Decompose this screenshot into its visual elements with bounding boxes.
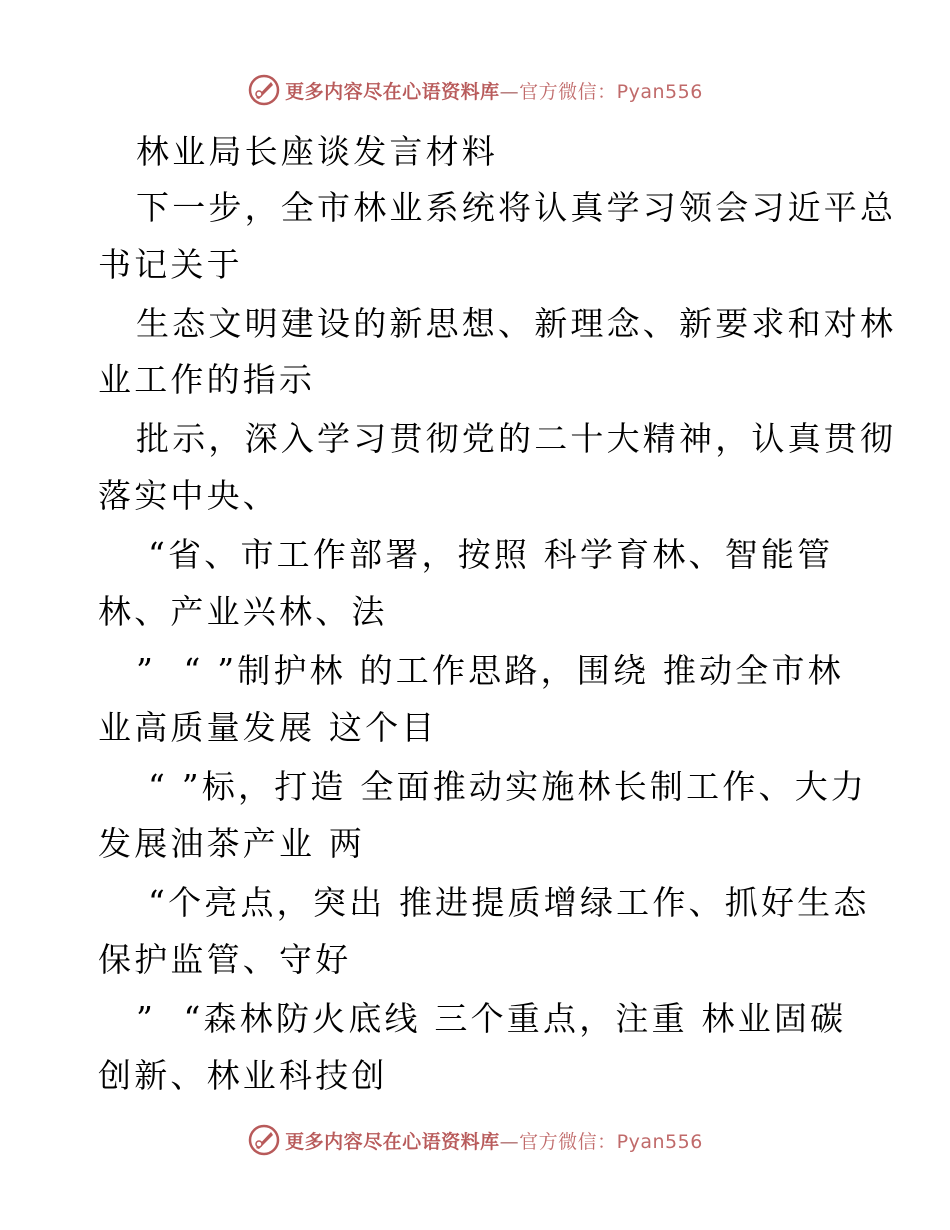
- text-line: ” “森林防火底线 三个重点，注重 林业固碳: [136, 999, 847, 1038]
- text-line: “个亮点，突出 推进提质增绿工作、抓好生态: [148, 883, 870, 922]
- text-line: “ ”标，打造 全面推动实施林长制工作、大力: [148, 767, 868, 806]
- text-line: 业高质量发展 这个目: [98, 708, 438, 747]
- watermark-text: 更多内容尽在心语资料库—官方微信：Pyan556: [285, 1130, 703, 1153]
- text-line: 创新、林业科技创: [98, 1056, 388, 1095]
- text-line: 生态文明建设的新思想、新理念、新要求和对林: [136, 304, 897, 343]
- text-line: 保护监管、守好: [98, 940, 352, 979]
- text-line: 发展油茶产业 两: [98, 824, 366, 863]
- header-watermark: [0, 70, 950, 110]
- text-line: ” “ ”制护林 的工作思路，围绕 推动全市林: [136, 651, 844, 690]
- text-line: 下一步，全市林业系统将认真学习领会习近平总: [136, 188, 897, 227]
- doc-title: 林业局长座谈发言材料: [136, 132, 498, 171]
- footer-watermark: [0, 1120, 950, 1160]
- watermark-text: 更多内容尽在心语资料库—官方微信：Pyan556: [285, 80, 703, 103]
- text-line: 批示，深入学习贯彻党的二十大精神，认真贯彻: [136, 419, 897, 458]
- quill-logo-icon: [247, 73, 281, 107]
- text-line: “省、市工作部署，按照 科学育林、智能管: [148, 535, 834, 574]
- text-line: 林、产业兴林、法: [98, 592, 388, 631]
- text-line: 业工作的指示: [98, 360, 316, 399]
- text-line: 落实中央、: [98, 476, 279, 515]
- quill-logo-icon: [247, 1123, 281, 1157]
- text-line: 书记关于: [98, 245, 243, 284]
